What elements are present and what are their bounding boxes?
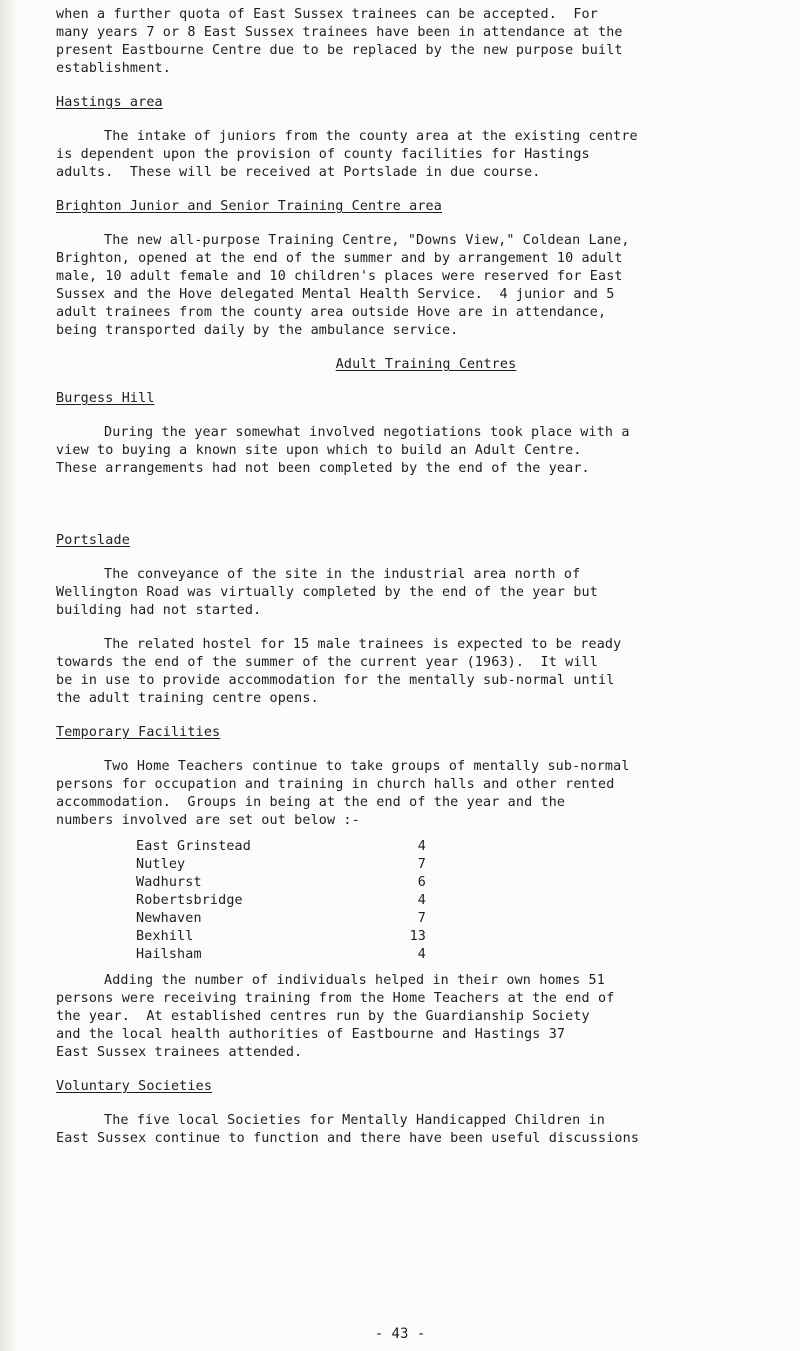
group-place: Wadhurst [136,875,202,890]
document-page [56,6,796,1148]
temporary-text: persons for occupation and training in church halls and other rented [56,777,615,792]
intro-line: present Eastbourne Centre due to be replaced by the new purpose built [56,43,623,58]
brighton-text: The new all-purpose Training Centre, "Downs View," Coldean Lane, [104,233,630,248]
table-row [136,838,426,856]
burgess-hill-text: These arrangements had not been completed by the end of the year. [56,461,590,476]
group-number: 7 [417,911,426,926]
brighton-text: male, 10 adult female and 10 children's places were reserved for East [56,269,623,284]
voluntary-text: The five local Societies for Mentally Handicapped Children in [104,1113,605,1128]
group-place: Robertsbridge [136,893,243,908]
voluntary-text: East Sussex continue to function and there have been useful discussions [56,1131,640,1146]
table-row [136,856,426,874]
brighton-text: being transported daily by the ambulance service. [56,323,459,338]
portslade-text: The related hostel for 15 male trainees is expected to be ready [104,637,622,652]
temporary-text: East Sussex trainees attended. [56,1045,303,1060]
portslade-text: Wellington Road was virtually completed by the end of the year but [56,585,598,600]
portslade-text: the adult training centre opens. [56,691,319,706]
group-place: Bexhill [136,929,194,944]
temporary-facilities-heading: Temporary Facilities [56,725,221,740]
temporary-text: Two Home Teachers continue to take groups of mentally sub-normal [104,759,630,774]
portslade-heading: Portslade [56,533,130,548]
table-row [136,928,426,946]
temporary-text: and the local health authorities of Eastbourne and Hastings 37 [56,1027,566,1042]
group-place: Hailsham [136,947,202,962]
brighton-heading: Brighton Junior and Senior Training Centre area [56,199,442,214]
portslade-text: The conveyance of the site in the industrial area north of [104,567,581,582]
table-row [136,874,426,892]
temporary-text: numbers involved are set out below :- [56,813,360,828]
group-number: 4 [417,947,426,962]
hastings-text: adults. These will be received at Portslade in due course. [56,165,541,180]
brighton-section [56,198,796,340]
intro-line: when a further quota of East Sussex trainees can be accepted. For [56,7,598,22]
hastings-section [56,94,796,182]
burgess-hill-text: During the year somewhat involved negotiations took place with a [104,425,630,440]
intro-line: many years 7 or 8 East Sussex trainees have been in attendance at the [56,25,623,40]
temporary-facilities-section [56,724,796,1062]
intro-line: establishment. [56,61,171,76]
portslade-text: building had not started. [56,603,262,618]
group-place: East Grinstead [136,839,251,854]
temporary-text: accommodation. Groups in being at the end of the year and the [56,795,566,810]
group-number: 4 [417,839,426,854]
groups-table [136,838,426,964]
voluntary-societies-section [56,1078,796,1148]
brighton-text: Brighton, opened at the end of the summer and by arrangement 10 adult [56,251,623,266]
burgess-hill-section [56,390,796,478]
page-number: - 43 - [374,1326,426,1342]
group-number: 7 [417,857,426,872]
page-edge-shadow [0,0,18,1351]
burgess-hill-heading: Burgess Hill [56,391,155,406]
table-row [136,946,426,964]
adult-centres-heading: Adult Training Centres [335,357,517,372]
portslade-section [56,532,796,708]
group-number: 6 [417,875,426,890]
burgess-hill-text: view to buying a known site upon which to build an Adult Centre. [56,443,582,458]
portslade-text: be in use to provide accommodation for the mentally sub-normal until [56,673,615,688]
group-place: Nutley [136,857,186,872]
group-number: 13 [409,929,426,944]
hastings-heading: Hastings area [56,95,163,110]
table-row [136,910,426,928]
hastings-text: The intake of juniors from the county area at the existing centre [104,129,638,144]
temporary-text: the year. At established centres run by the Guardianship Society [56,1009,590,1024]
voluntary-societies-heading: Voluntary Societies [56,1079,213,1094]
temporary-text: persons were receiving training from the Home Teachers at the end of [56,991,615,1006]
intro-section [56,6,796,78]
group-place: Newhaven [136,911,202,926]
temporary-text: Adding the number of individuals helped in their own homes 51 [104,973,605,988]
table-row [136,892,426,910]
hastings-text: is dependent upon the provision of county facilities for Hastings [56,147,590,162]
portslade-text: towards the end of the summer of the current year (1963). It will [56,655,598,670]
group-number: 4 [417,893,426,908]
brighton-text: adult trainees from the county area outside Hove are in attendance, [56,305,607,320]
brighton-text: Sussex and the Hove delegated Mental Health Service. 4 junior and 5 [56,287,615,302]
